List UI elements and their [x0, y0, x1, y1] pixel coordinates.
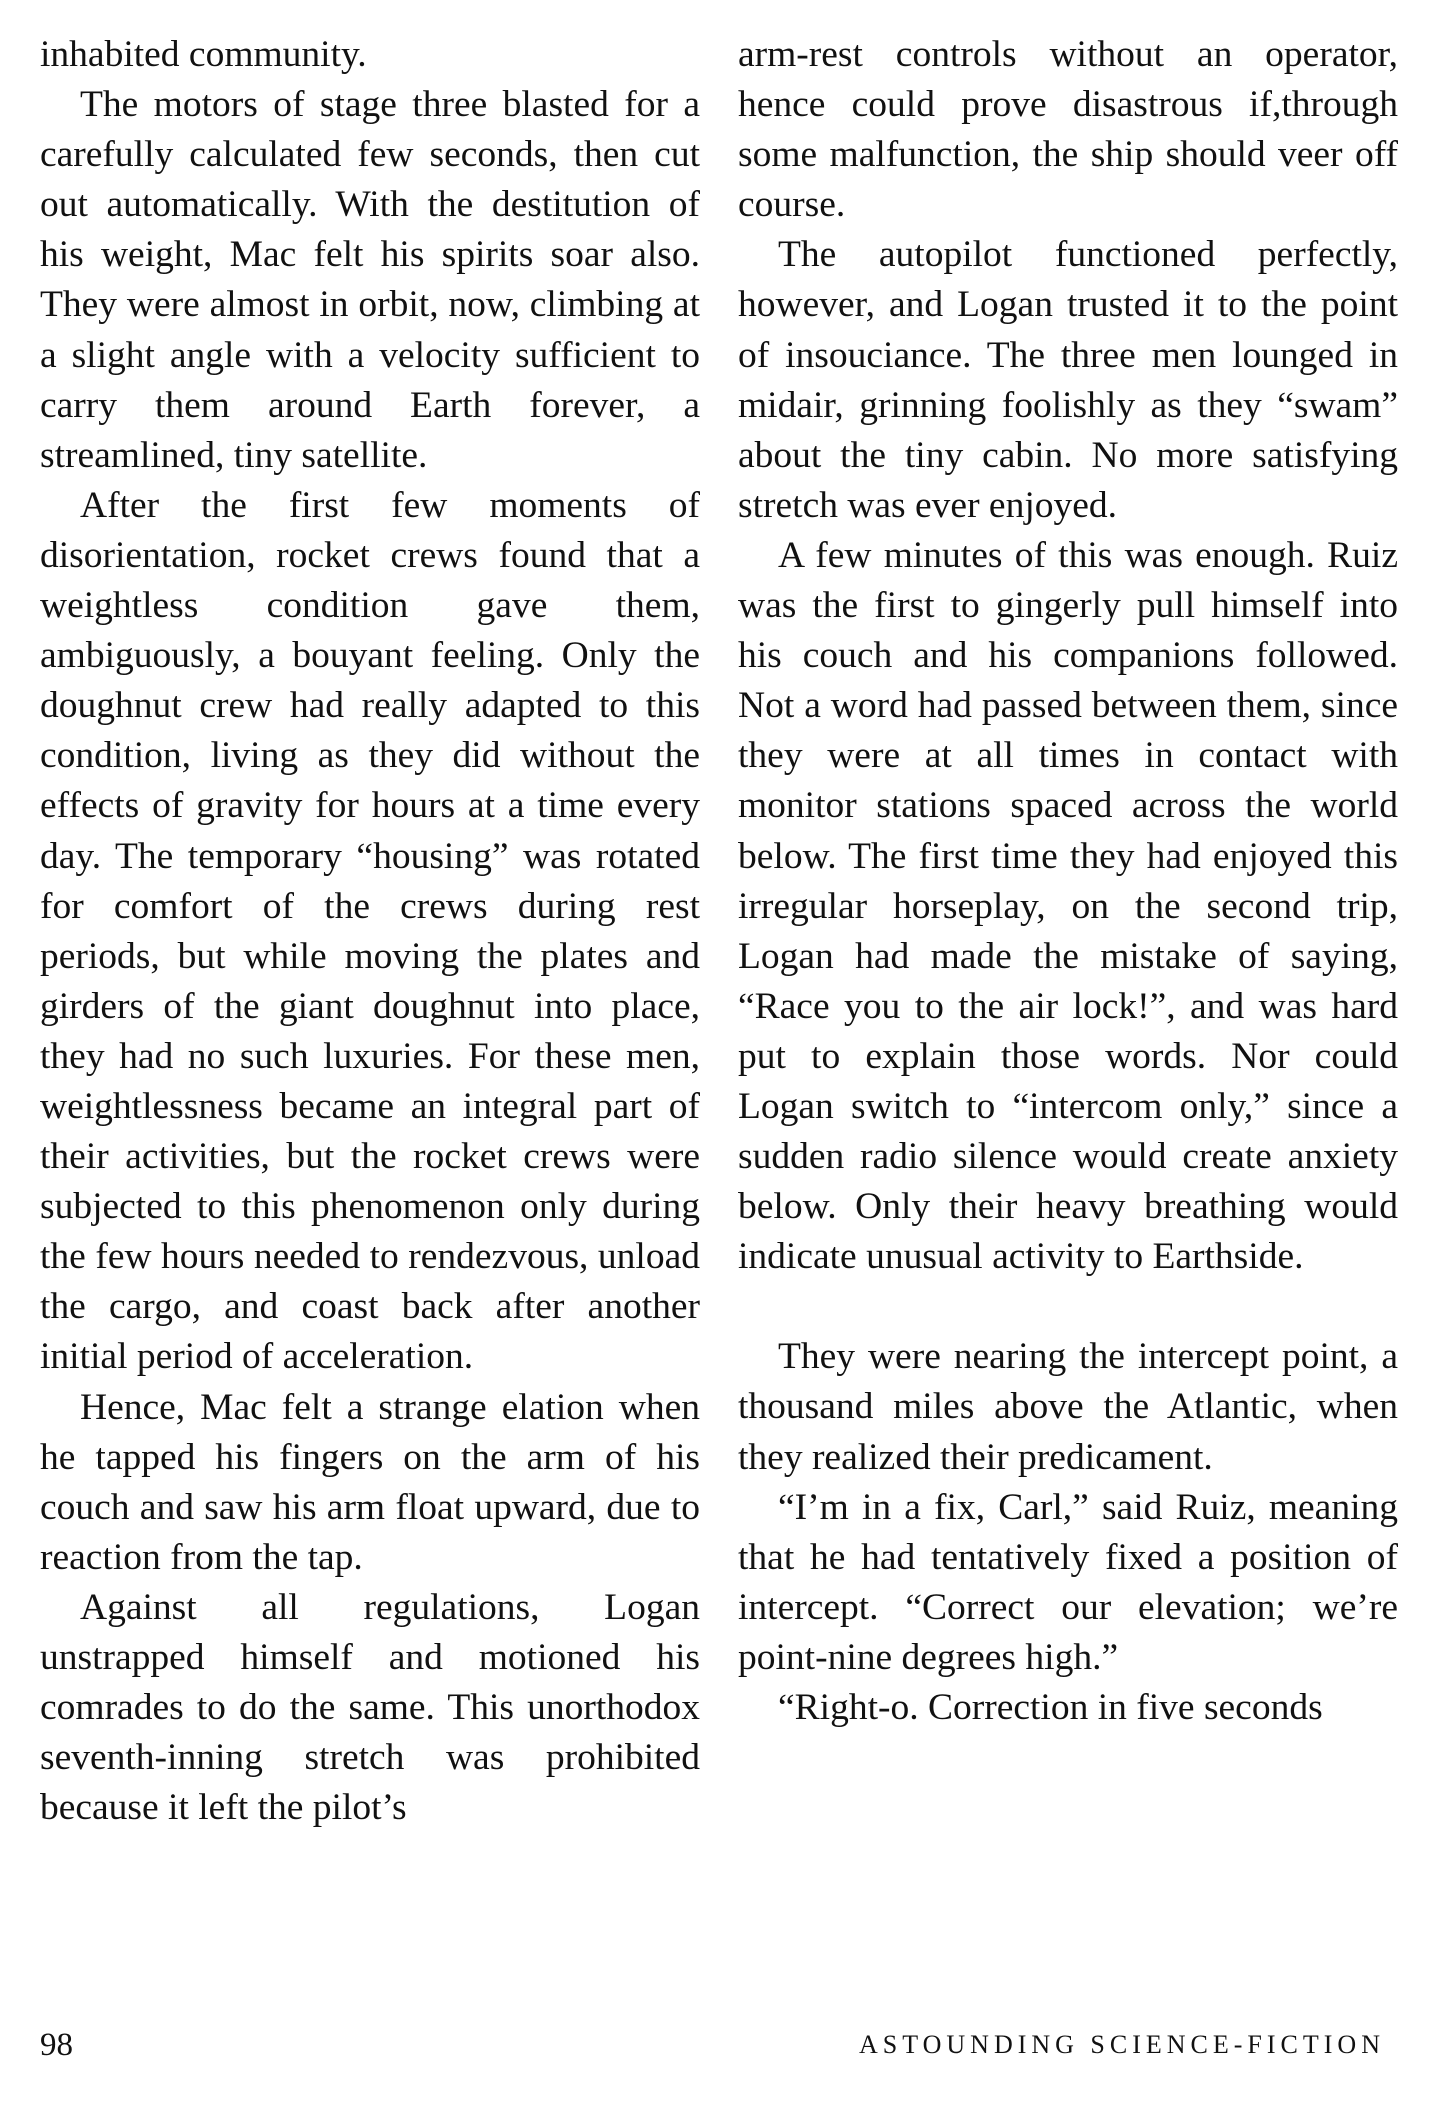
page-number: 98: [40, 2027, 73, 2063]
paragraph: After the first few moments of disorientation, rocket crews found that a weightless condition gave them, ambiguously, a bouyant feeling. Only the doughnut crew had really adapted to this condition, living as they did without the effects of gravity for hours at a time every day. The temporary “housing” was rotated for comfort of the crews during rest periods, but while moving the plates and girders of the giant doughnut into place, they had no such luxuries. For these men, weightlessness became an integral part of their activities, but the rocket crews were subjected to this phenomenon only during the few hours needed to rendezvous, unload the cargo, and coast back after another initial period of acceleration.: [40, 484, 700, 1378]
paragraph: “I’m in a fix, Carl,” said Ruiz, meaning that he had tentatively fixed a position of intercept. “Correct our elevation; we’re point-nine degrees high.”: [738, 1486, 1398, 1678]
paragraph: “Right-o. Correction in five seconds: [778, 1687, 1323, 1728]
paragraph: arm-rest controls without an operator, hence could prove disastrous if,through some malfunction, the ship should veer off course.: [738, 34, 1398, 226]
paragraph: Against all regulations, Logan unstrapped himself and motioned his comrades to do the same. This unorthodox seventh-inning stretch was prohibited because it left the pilot’s: [40, 1586, 700, 1829]
paragraph: Hence, Mac felt a strange elation when he tapped his fingers on the arm of his couch and saw his arm float upward, due to reaction from the tap.: [40, 1386, 700, 1578]
paragraph: The autopilot functioned perfectly, however, and Logan trusted it to the point of insouciance. The three men lounged in midair, grinning foolishly as they “swam” about the tiny cabin. No more satisfying stretch was ever enjoyed.: [738, 234, 1398, 526]
page-footer: [40, 2020, 1385, 2070]
paragraph: A few minutes of this was enough. Ruiz was the first to gingerly pull himself into his couch and his companions followed. Not a word had passed between them, since they were at all times in contact with monitor stations spaced across the world below. The first time they had enjoyed this irregular horseplay, on the second trip, Logan had made the mistake of saying, “Race you to the air lock!”, and was hard put to explain those words. Nor could Logan switch to “intercom only,” since a sudden radio silence would create anxiety below. Only their heavy breathing would indicate unusual activity to Earthside.: [738, 534, 1398, 1278]
left-text-column: [40, 30, 700, 1833]
paragraph: The motors of stage three blasted for a carefully calculated few seconds, then cut out automatically. With the destitution of his weight, Mac felt his spirits soar also. They were almost in orbit, now, climbing at a slight angle with a velocity sufficient to carry them around Earth forever, a streamlined, tiny satellite.: [40, 84, 700, 476]
right-text-column: [738, 30, 1398, 1733]
paragraph: inhabited community.: [40, 34, 367, 75]
running-head: ASTOUNDING SCIENCE-FICTION: [858, 2030, 1385, 2059]
paragraph: They were nearing the intercept point, a thousand miles above the Atlantic, when they realized their predicament.: [738, 1336, 1398, 1478]
